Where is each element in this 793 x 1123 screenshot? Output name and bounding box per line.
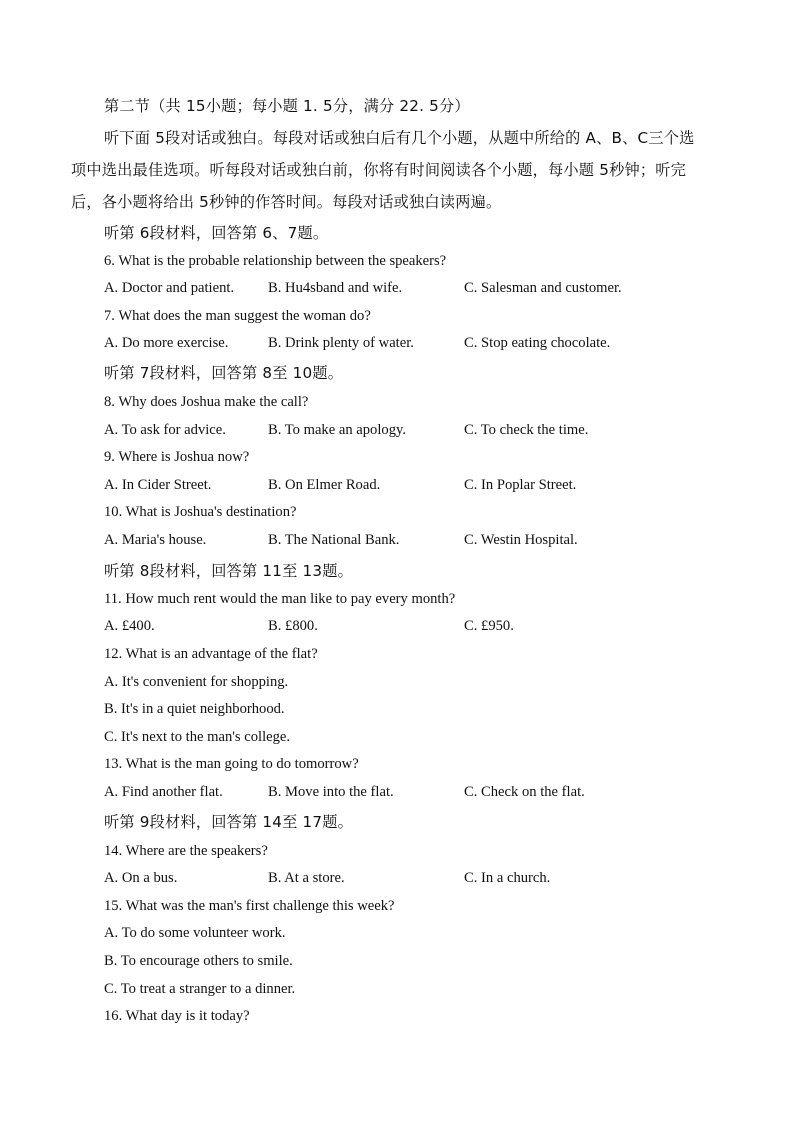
option-a: A. Do more exercise. [104,335,229,351]
question-stem: 8. Why does Joshua make the call? [104,394,309,410]
instructions-line-2: 项中选出最佳选项。听每段对话或独白前，你将有时间阅读各个小题，每小题 5秒钟；听完 [71,161,687,179]
option-c: C. Check on the flat. [464,784,585,800]
option-a: A. Maria's house. [104,532,207,548]
question-stem: 10. What is Joshua's destination? [104,504,297,520]
option-c: C. Salesman and customer. [464,280,622,296]
group-intro: 听第 6段材料，回答第 6、7题。 [104,224,329,242]
group-intro: 听第 8段材料，回答第 11至 13题。 [104,562,354,580]
option-b: B. At a store. [268,870,345,886]
option-c: C. In a church. [464,870,551,886]
option-c: C. £950. [464,618,514,634]
option-a: A. To ask for advice. [104,422,226,438]
option-b: B. Drink plenty of water. [268,335,414,351]
question-stem: 16. What day is it today? [104,1008,250,1024]
option-c: C. To check the time. [464,422,589,438]
option-a: A. £400. [104,618,155,634]
option-a: A. To do some volunteer work. [104,925,286,941]
instructions-line-1: 听下面 5段对话或独白。每段对话或独白后有几个小题，从题中所给的 A、B、C三个选 [104,129,695,147]
option-a: A. Find another flat. [104,784,223,800]
question-stem: 15. What was the man's first challenge this week? [104,898,395,914]
option-c: C. Westin Hospital. [464,532,578,548]
question-stem: 11. How much rent would the man like to pay every month? [104,591,456,607]
option-c: C. In Poplar Street. [464,477,577,493]
question-stem: 9. Where is Joshua now? [104,449,250,465]
option-a: A. On a bus. [104,870,178,886]
option-b: B. It's in a quiet neighborhood. [104,701,285,717]
option-b: B. To make an apology. [268,422,406,438]
instructions-line-3: 后，各小题将给出 5秒钟的作答时间。每段对话或独白读两遍。 [71,193,502,211]
option-b: B. Move into the flat. [268,784,394,800]
option-c: C. Stop eating chocolate. [464,335,611,351]
question-stem: 14. Where are the speakers? [104,843,268,859]
option-b: B. On Elmer Road. [268,477,381,493]
question-stem: 12. What is an advantage of the flat? [104,646,318,662]
group-intro: 听第 9段材料，回答第 14至 17题。 [104,813,354,831]
option-b: B. To encourage others to smile. [104,953,293,969]
option-a: A. In Cider Street. [104,477,212,493]
group-intro: 听第 7段材料，回答第 8至 10题。 [104,364,344,382]
option-b: B. Hu4sband and wife. [268,280,403,296]
option-a: A. It's convenient for shopping. [104,674,289,690]
question-stem: 13. What is the man going to do tomorrow? [104,756,359,772]
option-c: C. To treat a stranger to a dinner. [104,981,296,997]
option-a: A. Doctor and patient. [104,280,235,296]
section-header: 第二节（共 15小题；每小题 1. 5分，满分 22. 5分） [104,97,470,115]
option-c: C. It's next to the man's college. [104,729,291,745]
option-b: B. £800. [268,618,318,634]
option-b: B. The National Bank. [268,532,400,548]
question-stem: 7. What does the man suggest the woman do? [104,308,371,324]
question-stem: 6. What is the probable relationship between the speakers? [104,253,447,269]
